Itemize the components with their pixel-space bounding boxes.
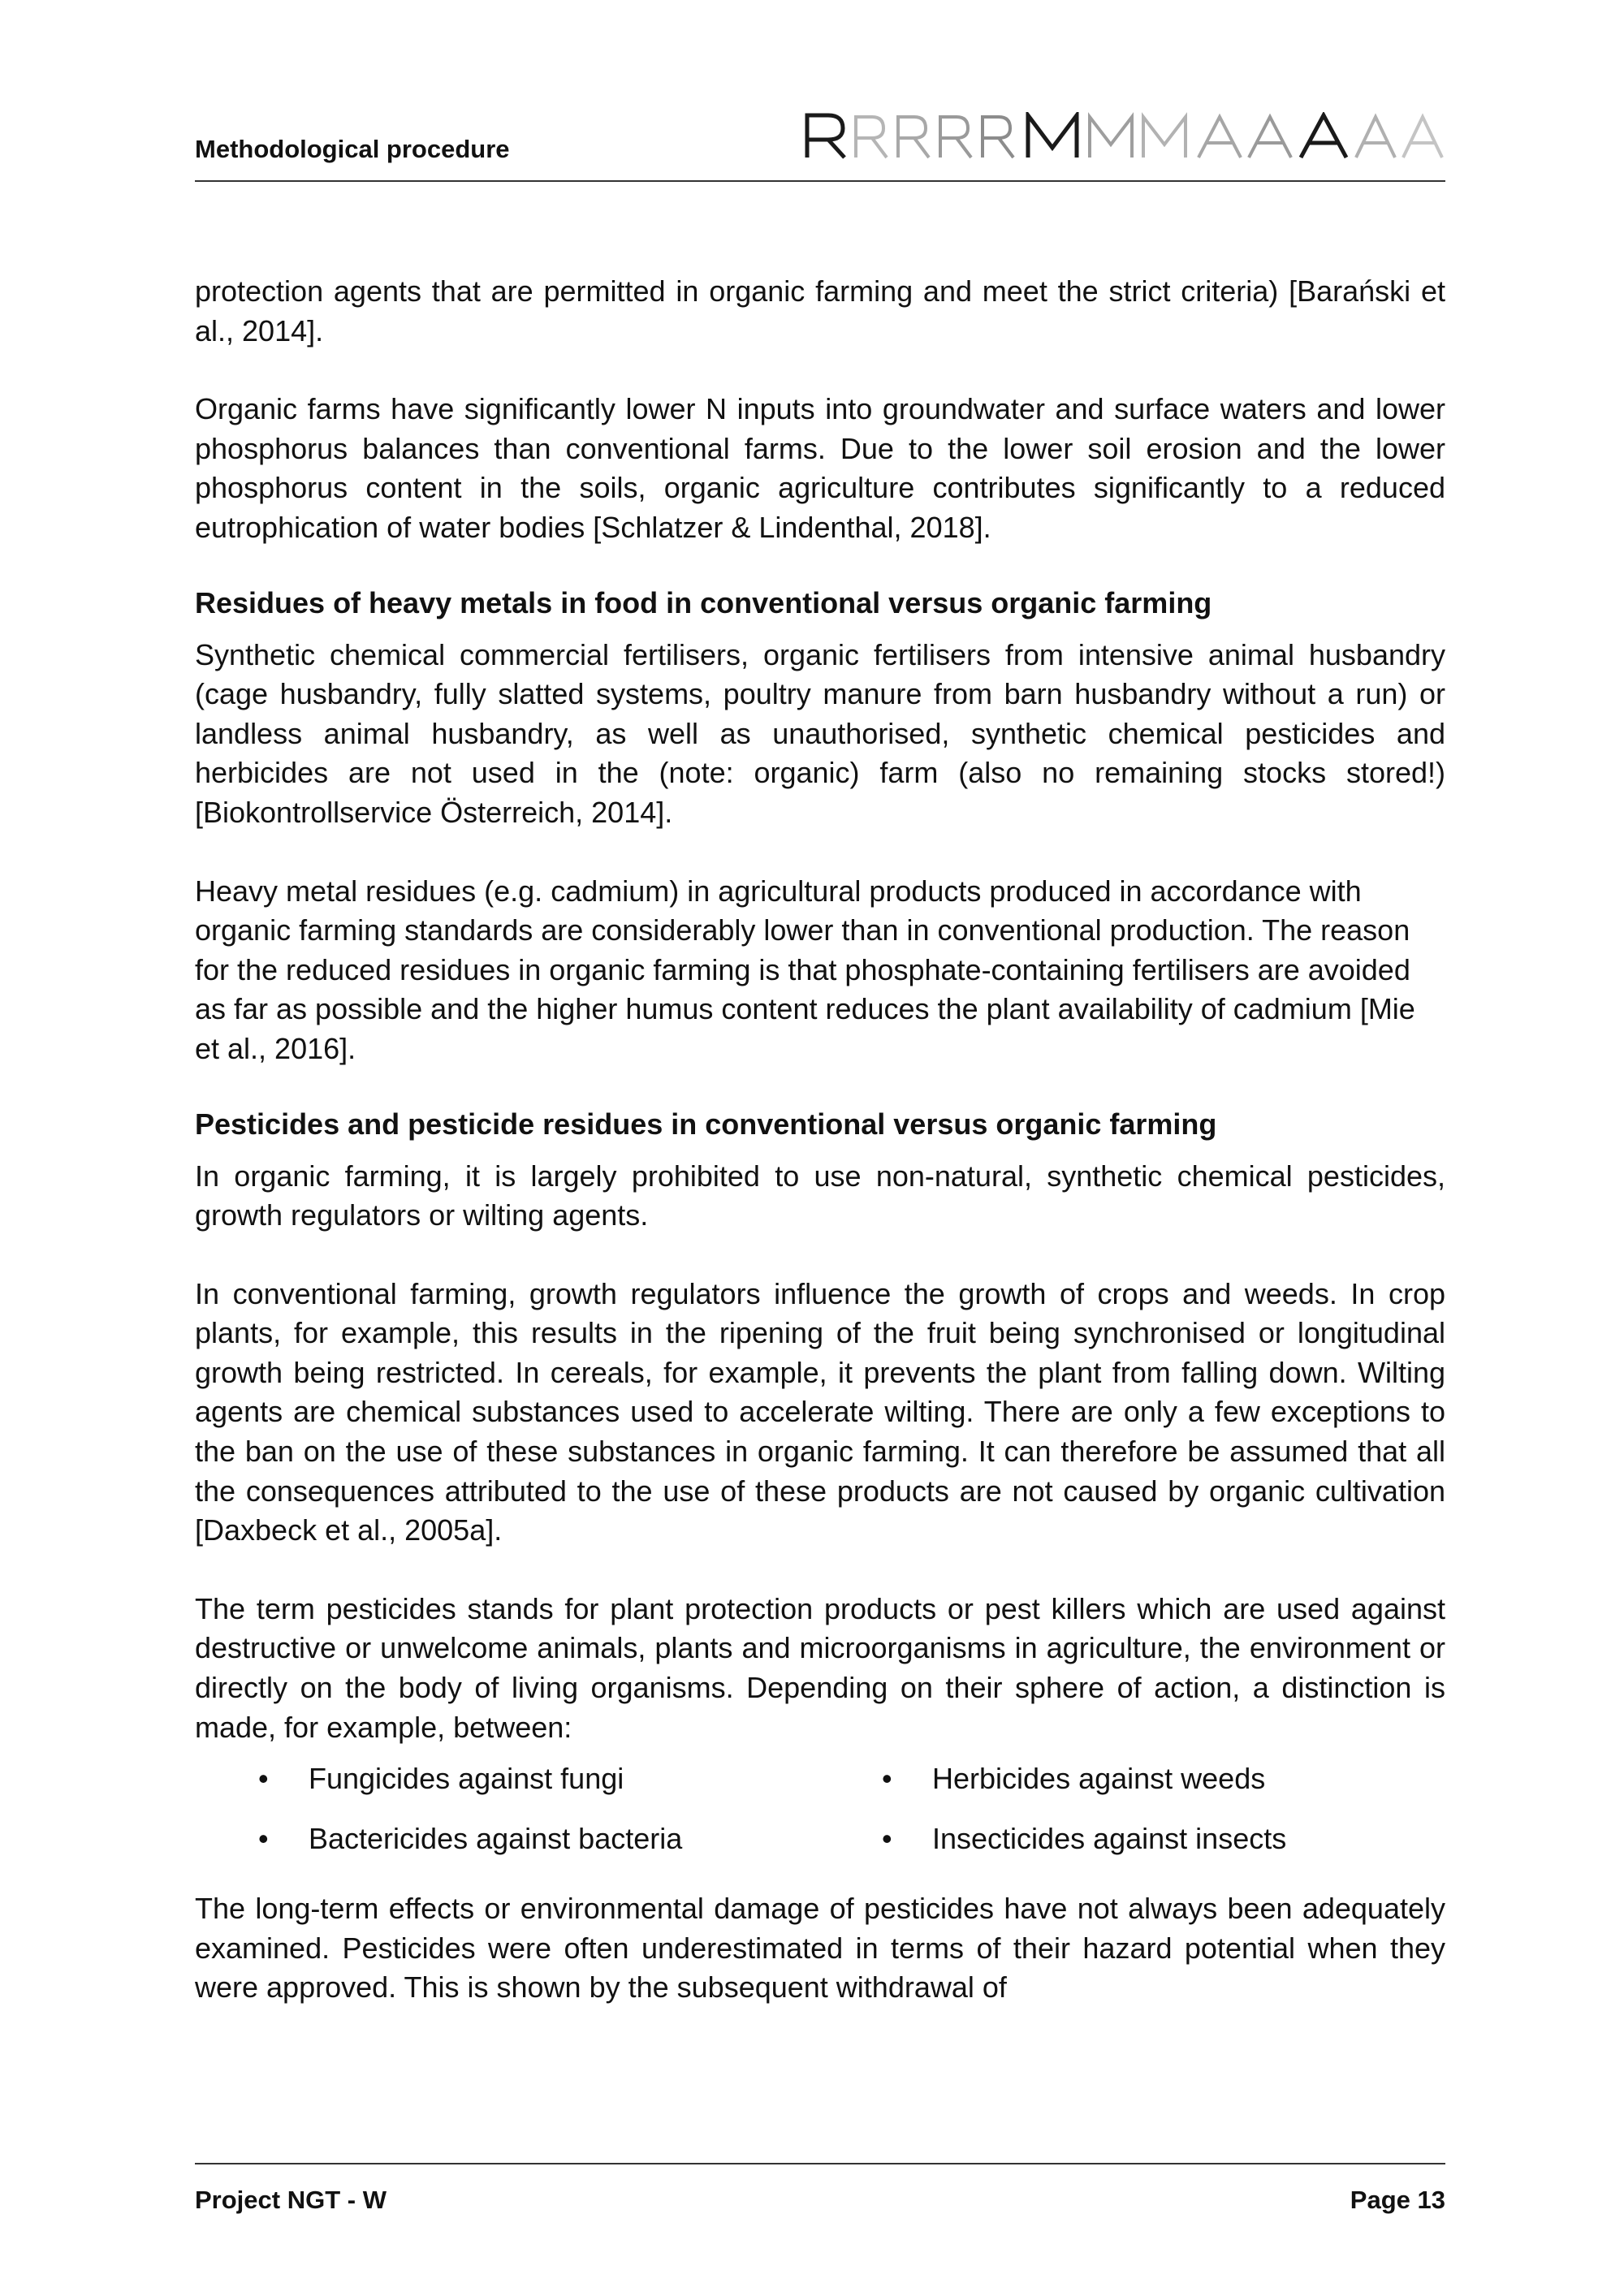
paragraph-synthetic-fertilisers: Synthetic chemical commercial fertilisers, organic fertilisers from intensive animal husbandry (cage husbandry, fully slatted systems, poultry manure from barn husbandry without a run) or landless animal husbandry, as well as unauthorised, synthetic chemical pesticides and herbicides are not used in the (note: organic) farm (also no remaining stocks stored!) [Biokontrollservice Österreich, 2014]. [195, 637, 1445, 829]
bullet-icon: • [882, 1822, 892, 1856]
list-item-text: Bactericides against bacteria [309, 1822, 683, 1856]
footer-project-name: Project NGT - W [195, 2186, 387, 2214]
list-item [818, 1819, 1445, 1858]
page-header [195, 88, 1445, 182]
list-item [195, 1759, 818, 1798]
list-item-text: Herbicides against weeds [932, 1762, 1266, 1796]
list-item-text: Fungicides against fungi [309, 1762, 624, 1796]
brand-logo [804, 112, 1445, 159]
paragraph-long-term-effects: The long-term effects or environmental damage of pesticides have not always been adequately examined. Pesticides were often underestimated in terms of their hazard potential when they were approved. This is shown by the subsequent withdrawal of [195, 1892, 1445, 2005]
paragraph-pesticides-term: The term pesticides stands for plant protection products or pest killers which are used against destructive or unwelcome animals, plants and microorganisms in agriculture, the environment or directly on the body of living organisms. Depending on their sphere of action, a distinction is made, for example, between: [195, 1591, 1445, 1744]
bullet-icon: • [258, 1762, 269, 1796]
page-footer [195, 2163, 1445, 2213]
heading-heavy-metals: Residues of heavy metals in food in conventional versus organic farming [195, 585, 1212, 619]
list-item [195, 1819, 818, 1858]
paragraph-organic-prohibited: In organic farming, it is largely prohibited to use non-natural, synthetic chemical pesticides, growth regulators or wilting agents. [195, 1159, 1445, 1232]
bullet-icon: • [882, 1762, 892, 1796]
list-item [818, 1759, 1445, 1798]
header-section-title: Methodological procedure [195, 135, 510, 163]
paragraph-heavy-metal-residues: Heavy metal residues (e.g. cadmium) in agricultural products produced in accordance with organic farming standards are considerably lower than in conventional production. The reason for the reduced residues in organic farming is that phosphate-containing fertilisers are avoided as far as possible and the higher humus content reduces the plant availability of cadmium [Mie et al., 2016]. [195, 874, 1415, 1065]
heading-pesticides: Pesticides and pesticide residues in conventional versus organic farming [195, 1107, 1217, 1141]
bullet-icon: • [258, 1822, 269, 1856]
list-item-text: Insecticides against insects [932, 1822, 1287, 1856]
footer-page-number: Page 13 [1350, 2186, 1445, 2214]
document-body [195, 272, 1445, 2008]
paragraph-conventional-growth-regulators: In conventional farming, growth regulators influence the growth of crops and weeds. In crop plants, for example, this results in the ripening of the fruit being synchronised or longitudinal growth being restricted. In cereals, for example, it prevents the plant from falling down. Wilting agents are chemical substances used to accelerate wilting. There are only a few exceptions to the ban on the use of these substances in organic farming. It can therefore be assumed that all the consequences attributed to the use of these products are not caused by organic cultivation [Daxbeck et al., 2005a]. [195, 1276, 1445, 1547]
paragraph-continuation: protection agents that are permitted in organic farming and meet the strict criteria) [Barański et al., 2014]. [195, 274, 1445, 347]
paragraph-organic-farms: Organic farms have significantly lower N inputs into groundwater and surface waters and lower phosphorus balances than conventional farms. Due to the lower soil erosion and the lower phosphorus content in the soils, organic agriculture contributes significantly to a reduced eutrophication of water bodies [Schlatzer & Lindenthal, 2018]. [195, 392, 1445, 544]
pesticide-types-list [195, 1759, 1445, 1858]
